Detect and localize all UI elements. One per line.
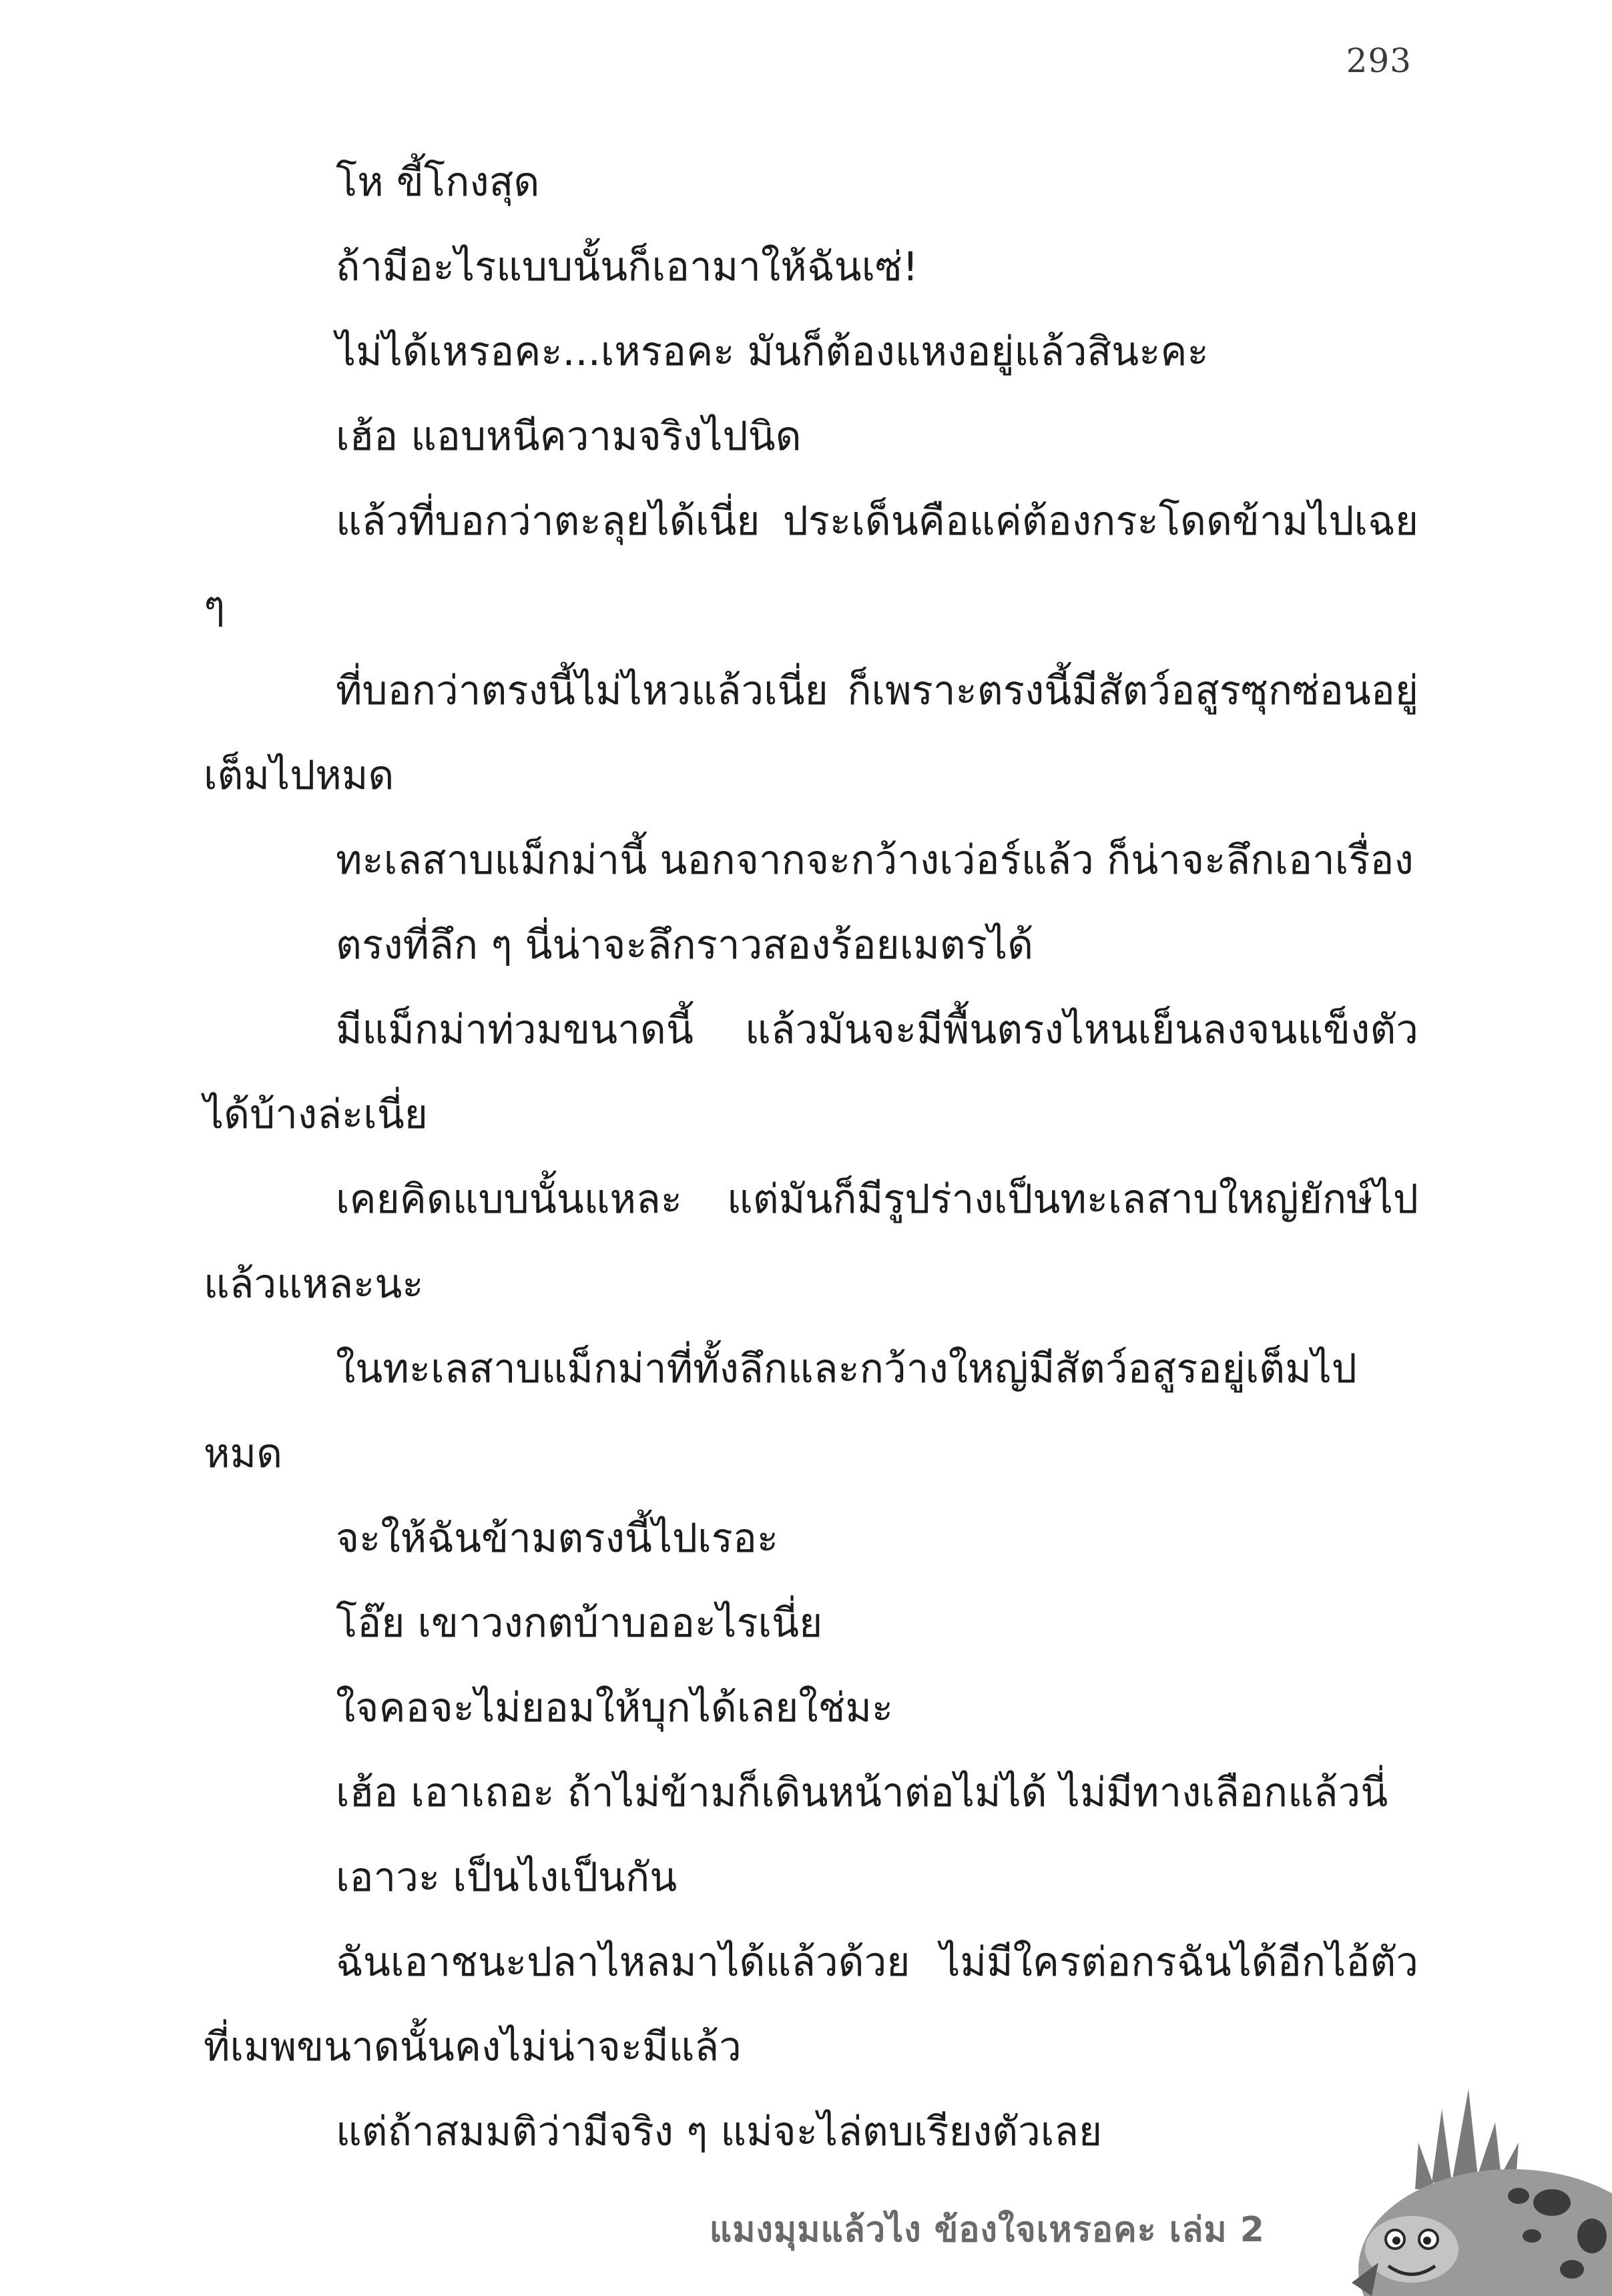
paragraph: ถ้ามีอะไรแบบนั้นก็เอามาให้ฉันเซ่! xyxy=(336,244,918,290)
paragraph: ทะเลสาบแม็กม่านี้ นอกจากจะกว้างเว่อร์แล้ว ก็น่าจะลึกเอาเรื่อง xyxy=(336,837,1414,884)
paragraph: ตรงที่ลึก ๆ นี่น่าจะลึกราวสองร้อยเมตรได้ xyxy=(336,922,1034,968)
paragraph: เฮ้อ แอบหนีความจริงไปนิด xyxy=(336,413,802,460)
paragraph: แต่ถ้าสมมติว่ามีจริง ๆ แม่จะไล่ตบเรียงตัวเลย xyxy=(336,2108,1103,2155)
footer-book-title: แมงมุมแล้วไง ข้องใจเหรอคะ เล่ม 2 xyxy=(709,2210,1265,2250)
paragraph: เอาวะ เป็นไงเป็นกัน xyxy=(336,1854,678,1901)
paragraph: แล้วที่บอกว่าตะลุยได้เนี่ย ประเด็นคือแค่ต้องกระโดดข้ามไปเฉย ๆ xyxy=(204,498,1418,629)
paragraph: เฮ้อ เอาเถอะ ถ้าไม่ข้ามก็เดินหน้าต่อไม่ได้ ไม่มีทางเลือกแล้วนี่ xyxy=(336,1769,1388,1816)
paragraph: โห ขี้โกงสุด xyxy=(336,159,540,206)
paragraph: ไม่ได้เหรอคะ...เหรอคะ มันก็ต้องแหงอยู่แล้วสินะคะ xyxy=(336,328,1209,375)
page-number: 293 xyxy=(1346,41,1412,80)
paragraph: โอ๊ย เขาวงกตบ้าบออะไรเนี่ย xyxy=(336,1600,823,1647)
paragraph: เคยคิดแบบนั้นแหละ แต่มันก็มีรูปร่างเป็นทะเลสาบใหญ่ยักษ์ไปแล้วแหละนะ xyxy=(204,1176,1418,1308)
paragraph: ฉันเอาชนะปลาไหลมาได้แล้วด้วย ไม่มีใครต่อกรฉันได้อีกไอ้ตัวที่เมพขนาดนั้นคงไม่น่าจะมีแล้ว xyxy=(204,1939,1418,2070)
paragraph: ใจคอจะไม่ยอมให้บุกได้เลยใช่มะ xyxy=(336,1685,894,1731)
paragraph: จะให้ฉันข้ามตรงนี้ไปเรอะ xyxy=(336,1515,779,1562)
paragraph: มีแม็กม่าท่วมขนาดนี้ แล้วมันจะมีพื้นตรงไหนเย็นลงจนแข็งตัวได้บ้างล่ะเนี่ย xyxy=(204,1007,1418,1138)
paragraph: ที่บอกว่าตรงนี้ไม่ไหวแล้วเนี่ย ก็เพราะตรงนี้มีสัตว์อสูรซุกซ่อนอยู่เต็มไปหมด xyxy=(204,667,1418,799)
monster-mascot-illustration xyxy=(1352,2069,1612,2296)
body-text xyxy=(204,140,1418,2175)
paragraph: ในทะเลสาบแม็กม่าที่ทั้งลึกและกว้างใหญ่มีสัตว์อสูรอยู่เต็มไปหมด xyxy=(204,1346,1357,1477)
